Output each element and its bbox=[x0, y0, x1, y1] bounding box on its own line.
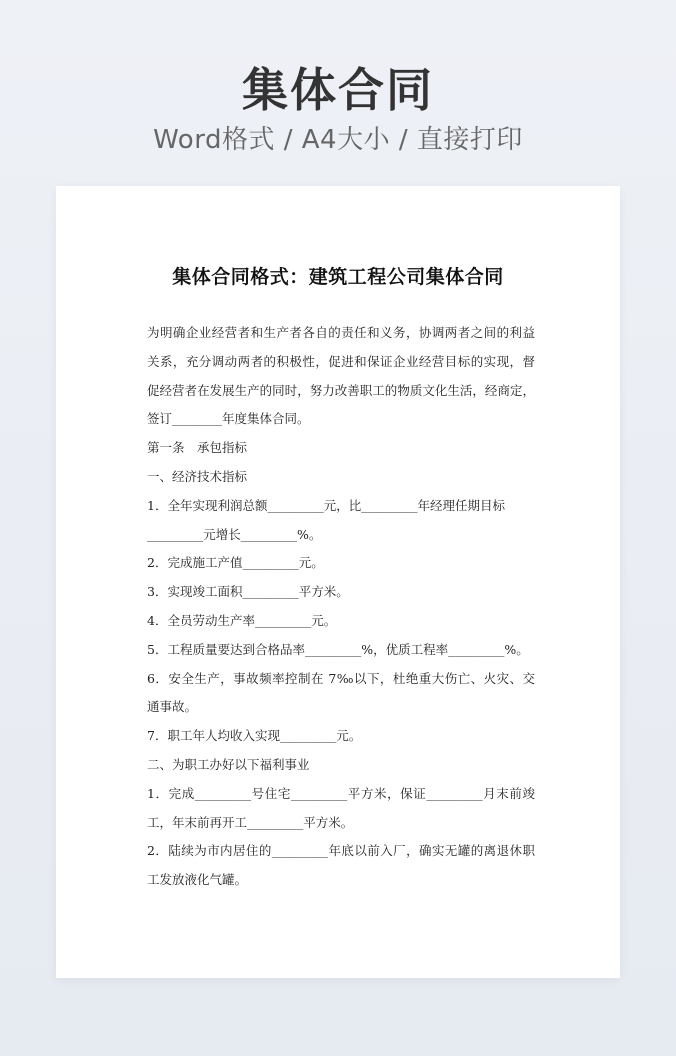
banner-header bbox=[0, 60, 676, 158]
section-heading: 第一条 承包指标 bbox=[147, 440, 248, 456]
document-line: 7．职工年人均收入实现_________元。 bbox=[147, 728, 362, 744]
document-line: 工发放液化气罐。 bbox=[147, 872, 248, 888]
document-line: 2．完成施工产值_________元。 bbox=[147, 555, 324, 571]
document-line: 5．工程质量要达到合格品率_________%，优质工程率_________%。 bbox=[147, 641, 529, 657]
banner-title: 集体合同 bbox=[242, 63, 434, 117]
document-line: 1．完成_________号住宅_________平方米，保证_________月末前竣 bbox=[147, 785, 535, 801]
document-line: 4．全员劳动生产率_________元。 bbox=[147, 612, 337, 628]
document-line: _________元增长_________%。 bbox=[147, 526, 322, 542]
document-line: 为明确企业经营者和生产者各自的责任和义务，协调两者之间的利益 bbox=[147, 325, 535, 340]
document-title: 集体合同格式：建筑工程公司集体合同 bbox=[172, 266, 504, 288]
document-line: 2．陆续为市内居住的_________年底以前入厂，确实无罐的离退休职 bbox=[147, 843, 535, 859]
document-line: 关系，充分调动两者的积极性，促进和保证企业经营目标的实现，督 bbox=[147, 353, 535, 369]
document-body bbox=[147, 319, 535, 895]
document-line: 3．实现竣工面积_________平方米。 bbox=[147, 584, 349, 600]
document-line: 1．全年实现利润总额_________元，比_________年经理任期目标 bbox=[147, 497, 505, 513]
document-line: 签订________年度集体合同。 bbox=[147, 411, 310, 427]
document-line: 促经营者在发展生产的同时，努力改善职工的物质文化生活，经商定， bbox=[147, 382, 535, 398]
banner-subtitle: Word格式 / A4大小 / 直接打印 bbox=[153, 125, 523, 155]
document-line: 通事故。 bbox=[147, 699, 198, 715]
subsection-heading: 一、经济技术指标 bbox=[147, 468, 248, 484]
subsection-heading: 二、为职工办好以下福利事业 bbox=[147, 756, 310, 772]
document-line: 6．安全生产，事故频率控制在 7‰以下，杜绝重大伤亡、火灾、交 bbox=[147, 670, 535, 686]
document-line: 工，年末前再开工_________平方米。 bbox=[147, 814, 354, 830]
document-page bbox=[56, 186, 620, 978]
